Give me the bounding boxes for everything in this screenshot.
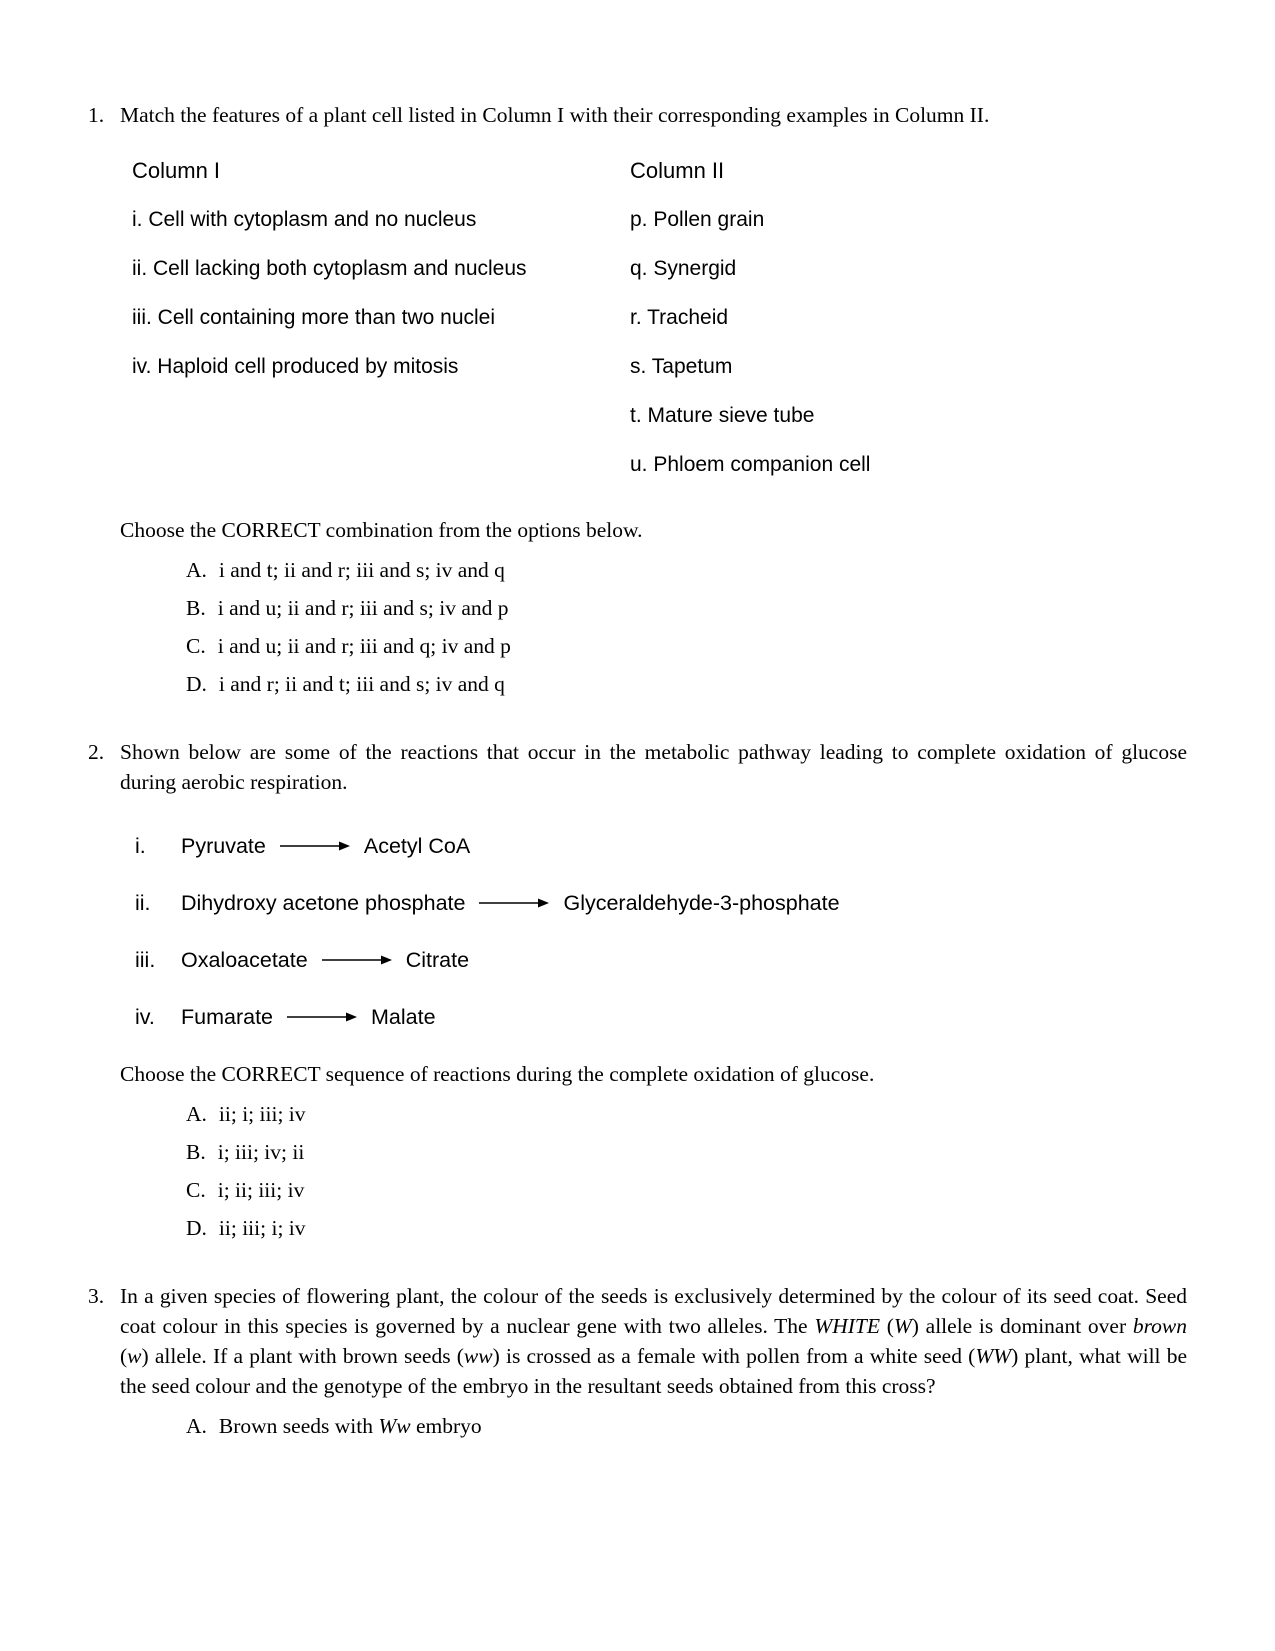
column-1-item: ii. Cell lacking both cytoplasm and nucleus [132, 257, 527, 280]
reaction-substrate: Oxaloacetate [181, 948, 308, 972]
question-1-body [120, 100, 1187, 707]
text-segment-italic: WHITE [814, 1314, 880, 1338]
reaction-number: ii. [135, 891, 151, 915]
question-1-options [186, 555, 1187, 699]
question-3 [88, 1281, 1187, 1449]
column-2-item: r. Tracheid [630, 306, 729, 329]
option-c [186, 631, 1187, 661]
reaction-substrate: Dihydroxy acetone phosphate [181, 891, 466, 915]
match-table [132, 156, 1187, 499]
column-1-item: i. Cell with cytoplasm and no nucleus [132, 208, 477, 231]
option-label: C. [186, 1178, 206, 1202]
reaction-row [135, 1002, 1187, 1032]
option-text: i and u; ii and r; iii and q; iv and p [217, 634, 511, 658]
reaction-row [135, 888, 1187, 918]
reaction-number: iv. [135, 1005, 155, 1029]
option-label: D. [186, 672, 207, 696]
column-2-item: p. Pollen grain [630, 208, 765, 231]
question-1 [88, 100, 1187, 707]
reaction-product: Malate [371, 1005, 436, 1029]
question-3-number: 3. [88, 1284, 105, 1308]
match-column-1 [132, 156, 630, 499]
question-3-text [120, 1281, 1187, 1401]
text-segment-italic: WW [975, 1344, 1012, 1368]
text-segment: ) allele. If a plant with brown seeds ( [141, 1344, 464, 1368]
option-a [186, 1099, 1187, 1129]
option-a [186, 555, 1187, 585]
option-text: i and u; ii and r; iii and s; iv and p [217, 596, 509, 620]
reaction-substrate: Pyruvate [181, 834, 266, 858]
option-text: i; iii; iv; ii [217, 1140, 305, 1164]
option-label: A. [186, 1414, 207, 1438]
column-1-item: iv. Haploid cell produced by mitosis [132, 355, 459, 378]
question-1-number: 1. [88, 103, 105, 127]
question-2 [88, 737, 1187, 1251]
column-2-item: q. Synergid [630, 257, 737, 280]
right-arrow-icon [280, 840, 350, 852]
option-text: embryo [410, 1414, 482, 1438]
option-text: i and r; ii and t; iii and s; iv and q [218, 672, 505, 696]
question-3-options [186, 1411, 1187, 1441]
option-label: A. [186, 558, 207, 582]
text-segment: ) allele is dominant over [911, 1314, 1133, 1338]
reaction-product: Citrate [405, 948, 470, 972]
question-3-body [120, 1281, 1187, 1449]
option-b [186, 1137, 1187, 1167]
text-segment: ) plant, what will be the seed colour and the genotype of the embryo in the resultant seeds obtained from this cross? [120, 1344, 1188, 1398]
question-2-instruction: Choose the CORRECT sequence of reactions during the complete oxidation of glucose. [120, 1062, 875, 1086]
column-2-item: s. Tapetum [630, 355, 733, 378]
text-segment: ( [880, 1314, 894, 1338]
option-text: ii; i; iii; iv [218, 1102, 306, 1126]
text-segment-italic: ww [463, 1344, 493, 1368]
option-text: ii; iii; i; iv [218, 1216, 306, 1240]
column-2-item: t. Mature sieve tube [630, 404, 815, 427]
question-2-number: 2. [88, 740, 105, 764]
question-2-text: Shown below are some of the reactions that occur in the metabolic pathway leading to complete oxidation of glucose during aerobic respiration. [120, 740, 1187, 794]
option-d [186, 669, 1187, 699]
option-b [186, 593, 1187, 623]
question-1-instruction: Choose the CORRECT combination from the options below. [120, 518, 643, 542]
reaction-list [135, 831, 1187, 1032]
option-label: A. [186, 1102, 207, 1126]
option-label: D. [186, 1216, 207, 1240]
question-1-text: Match the features of a plant cell listed in Column I with their corresponding examples in Column II. [120, 103, 990, 127]
column-1-item: iii. Cell containing more than two nuclei [132, 306, 496, 329]
reaction-row [135, 945, 1187, 975]
option-d [186, 1213, 1187, 1243]
option-a [186, 1411, 1187, 1441]
right-arrow-icon [322, 954, 392, 966]
column-1-header: Column I [132, 158, 221, 183]
reaction-number: i. [135, 834, 146, 858]
reaction-product: Glyceraldehyde-3-phosphate [563, 891, 840, 915]
reaction-product: Acetyl CoA [363, 834, 471, 858]
text-segment: ( [120, 1344, 128, 1368]
reaction-number: iii. [135, 948, 156, 972]
right-arrow-icon [287, 1011, 357, 1023]
text-segment: ) is crossed as a female with pollen from a white seed ( [492, 1344, 976, 1368]
right-arrow-icon [479, 897, 549, 909]
option-label: B. [186, 1140, 206, 1164]
text-segment-italic: W [893, 1314, 912, 1338]
match-column-2 [630, 156, 1187, 499]
option-label: B. [186, 596, 206, 620]
option-text-italic: Ww [378, 1414, 411, 1438]
question-2-body [120, 737, 1187, 1251]
column-2-item: u. Phloem companion cell [630, 453, 871, 476]
column-2-header: Column II [630, 158, 725, 183]
option-text: i; ii; iii; iv [217, 1178, 305, 1202]
text-segment-italic: brown [1132, 1314, 1187, 1338]
option-text: i and t; ii and r; iii and s; iv and q [218, 558, 505, 582]
option-label: C. [186, 634, 206, 658]
text-segment-italic: w [127, 1344, 142, 1368]
text-segment: In a given species of flowering plant, the colour of the seeds is exclusively determined by the colour of its seed coat. Seed coat colour in this species is governed by a nuclear gene with two alleles. The [120, 1284, 1187, 1338]
option-c [186, 1175, 1187, 1205]
option-text: Brown seeds with [218, 1414, 379, 1438]
question-2-options [186, 1099, 1187, 1243]
reaction-substrate: Fumarate [181, 1005, 274, 1029]
reaction-row [135, 831, 1187, 861]
